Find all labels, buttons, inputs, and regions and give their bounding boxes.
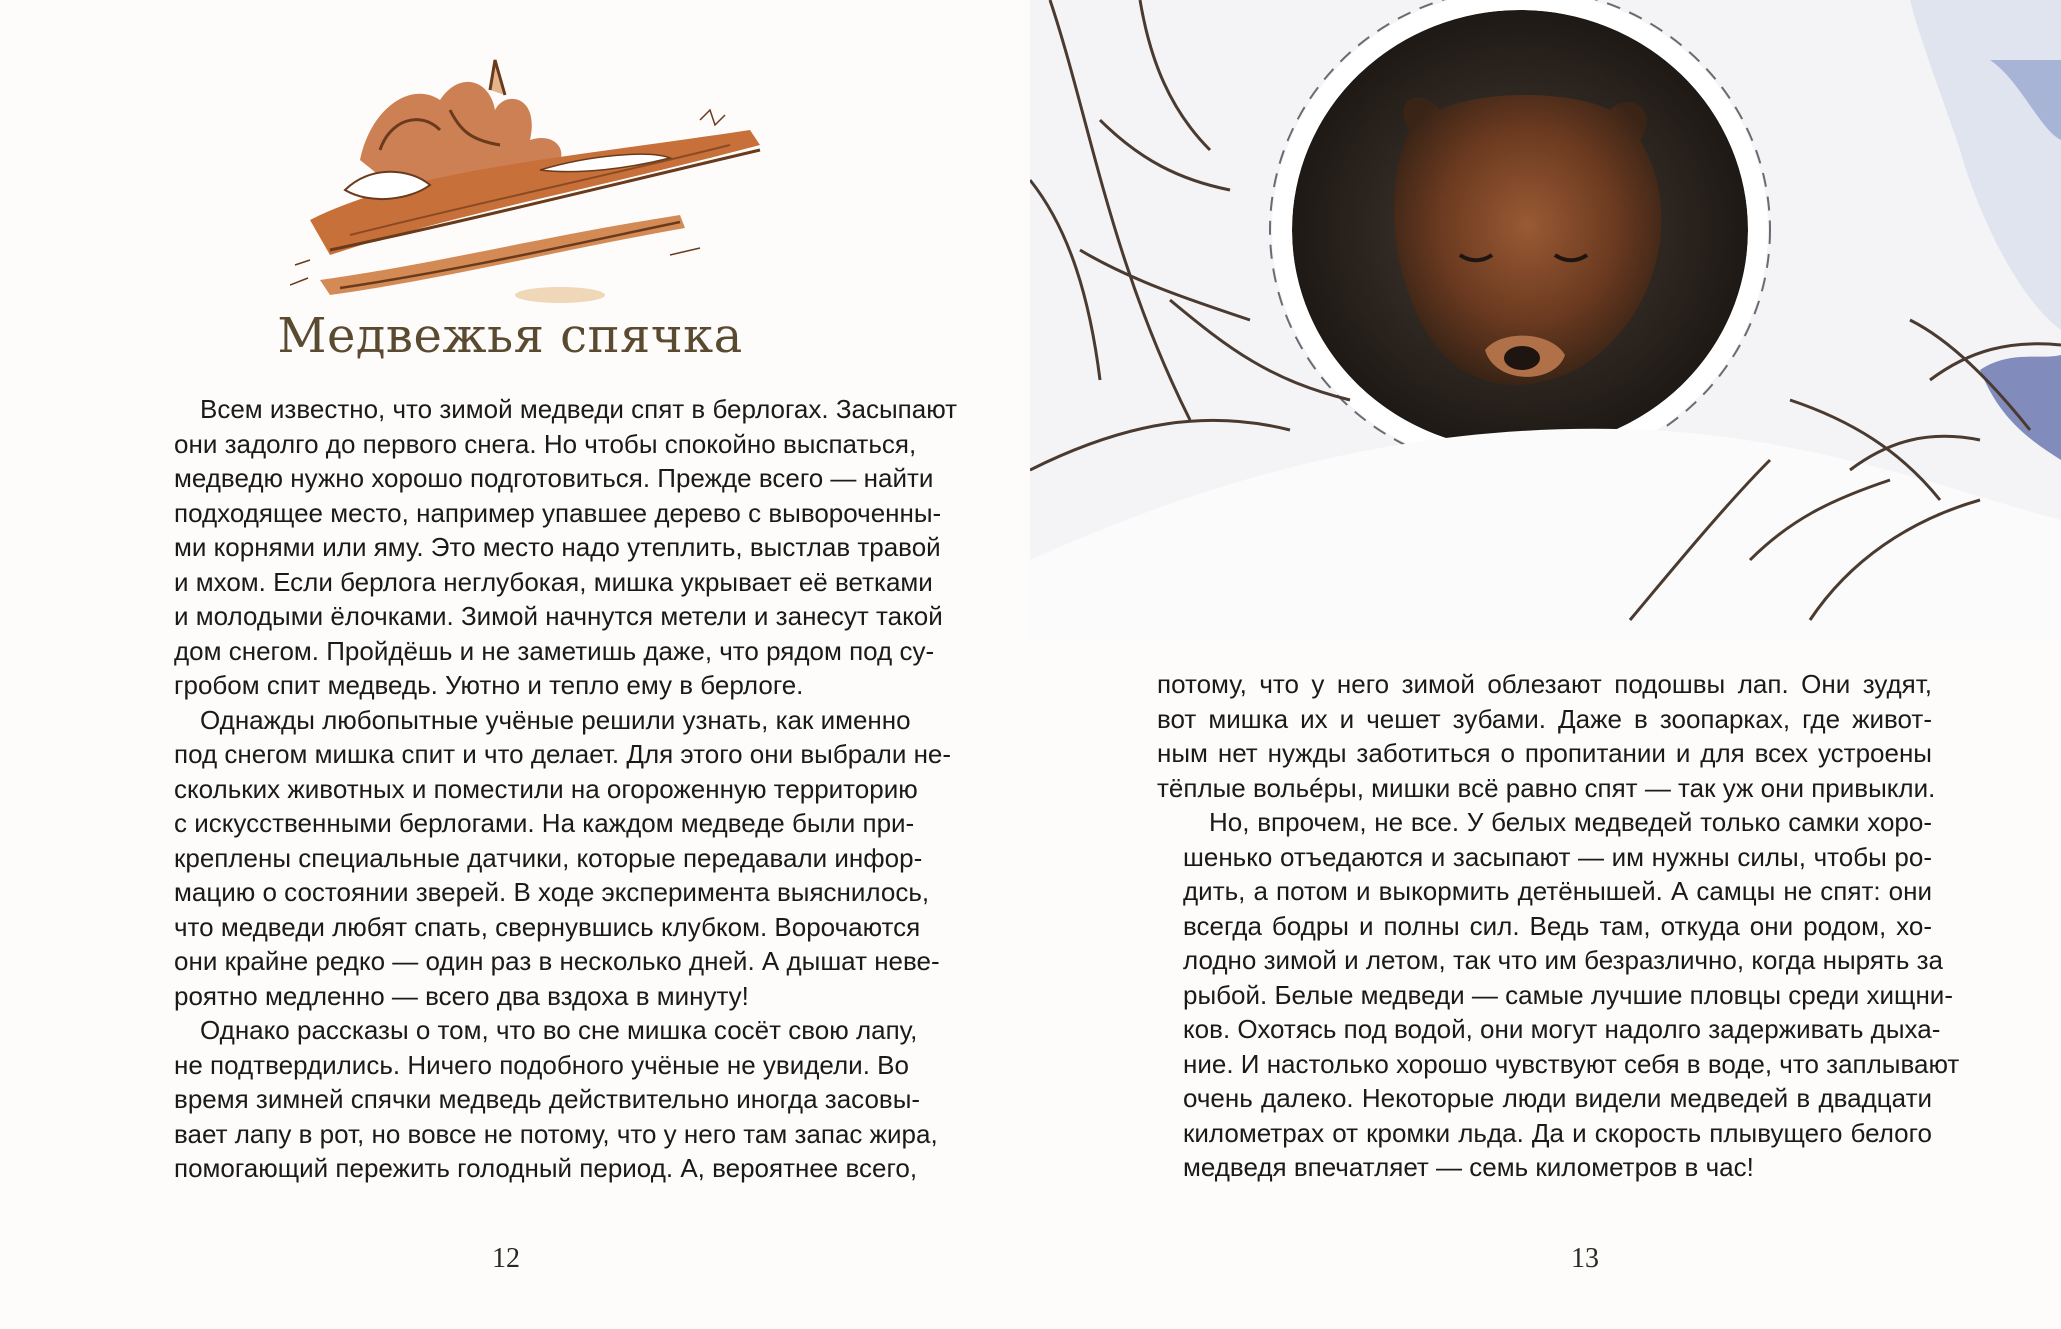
left-page-text: [148, 392, 958, 1186]
text-line: мацию о состоянии зверей. В ходе эксперимента выяснилось,: [174, 877, 930, 907]
text-line: дом снегом. Пройдёшь и не заметишь даже, что рядом под су-: [174, 635, 935, 666]
text-line: и мхом. Если берлога неглубокая, мишка укрывает её ветками: [174, 566, 933, 597]
right-page: [1030, 0, 2061, 1329]
text-line: шенько отъедаются и засыпают — им нужны силы, чтобы ро-: [1183, 841, 1932, 872]
text-line: Но, впрочем, не все. У белых медведей только самки хоро-: [1209, 807, 1932, 837]
text-line: Всем известно, что зимой медведи спят в берлогах. Засыпают: [200, 394, 958, 424]
text-line: рыбой. Белые медведи — самые лучшие пловцы среди хищни-: [1183, 979, 1953, 1010]
text-line: креплены специальные датчики, которые передавали инфор-: [174, 842, 923, 873]
left-page: [0, 0, 1030, 1329]
text-line: ным нет нужды заботиться о пропитании и для всех устроены: [1157, 738, 1932, 768]
text-line: дить, а потом и выкормить детёнышей. А самцы не спят: они: [1183, 876, 1932, 906]
text-line: очень далеко. Некоторые люди видели медведей в двадцати: [1183, 1083, 1932, 1113]
text-line: под снегом мишка спит и что делает. Для этого они выбрали не-: [174, 739, 952, 769]
text-line: потому, что у него зимой облезают подошвы лап. Они зудят,: [1157, 669, 1932, 699]
text-line: подходящее место, например упавшее дерево с вывороченны-: [174, 497, 942, 528]
text-line: они задолго до первого снега. Но чтобы спокойно выспаться,: [174, 428, 917, 459]
right-page-text: [1157, 667, 1960, 1185]
paragraph: [1157, 805, 1960, 1185]
text-line: и молодыми ёлочками. Зимой начнутся метели и занесут такой: [174, 601, 943, 631]
text-line: ми корнями или яму. Это место надо утеплить, выстлав травой: [174, 532, 941, 562]
bear-in-den-illustration: [1030, 0, 2061, 640]
paragraph: [148, 392, 958, 703]
text-line: Однажды любопытные учёные решили узнать, как именно: [200, 704, 911, 735]
page-number: 12: [492, 1243, 520, 1274]
text-line: всегда бодры и полны сил. Ведь там, откуда они родом, хо-: [1183, 910, 1932, 941]
fallen-tree-log-illustration: [290, 50, 780, 310]
text-line: время зимней спячки медведь действительно иногда засовы-: [174, 1084, 921, 1114]
text-line: ков. Охотясь под водой, они могут надолго задерживать дыха-: [1183, 1014, 1941, 1044]
paragraph: [148, 1013, 938, 1186]
text-line: они крайне редко — один раз в несколько дней. А дышат неве-: [174, 946, 940, 976]
text-line: медведю нужно хорошо подготовиться. Прежде всего — найти: [174, 463, 934, 493]
page-number: 13: [1571, 1243, 1599, 1274]
text-line: вот мишка их и чешет зубами. Даже в зоопарках, где живот-: [1157, 703, 1932, 734]
text-line: не подтвердились. Ничего подобного учёные не увидели. Во: [174, 1049, 909, 1080]
text-line: Однако рассказы о том, что во сне мишка сосёт свою лапу,: [200, 1015, 918, 1045]
text-line: ние. И настолько хорошо чувствуют себя в воде, что заплывают: [1183, 1048, 1960, 1079]
text-line: с искусственными берлогами. На каждом медведе были при-: [174, 808, 915, 838]
text-line: что медведи любят спать, свернувшись клубком. Ворочаются: [174, 911, 921, 942]
text-line: тёплые вольéры, мишки всё равно спят — так уж они привыкли.: [1157, 772, 1936, 803]
text-line: помогающий пережить голодный период. А, вероятнее всего,: [174, 1153, 918, 1183]
text-line: километрах от кромки льда. Да и скорость плывущего белого: [1183, 1117, 1932, 1148]
text-line: медведя впечатляет — семь километров в час!: [1183, 1152, 1754, 1182]
paragraph: [148, 703, 952, 1014]
text-line: вает лапу в рот, но вовсе не потому, что у него там запас жира,: [174, 1118, 938, 1149]
text-line: скольких животных и поместили на огороженную территорию: [174, 773, 918, 804]
text-line: гробом спит медведь. Уютно и тепло ему в берлоге.: [174, 670, 804, 700]
chapter-title: Медвежья спячка: [277, 308, 743, 364]
paragraph: [1157, 667, 1936, 805]
text-line: роятно медленно — всего два вздоха в минуту!: [174, 980, 749, 1011]
text-line: лодно зимой и летом, так что им безразлично, когда нырять за: [1183, 945, 1943, 975]
